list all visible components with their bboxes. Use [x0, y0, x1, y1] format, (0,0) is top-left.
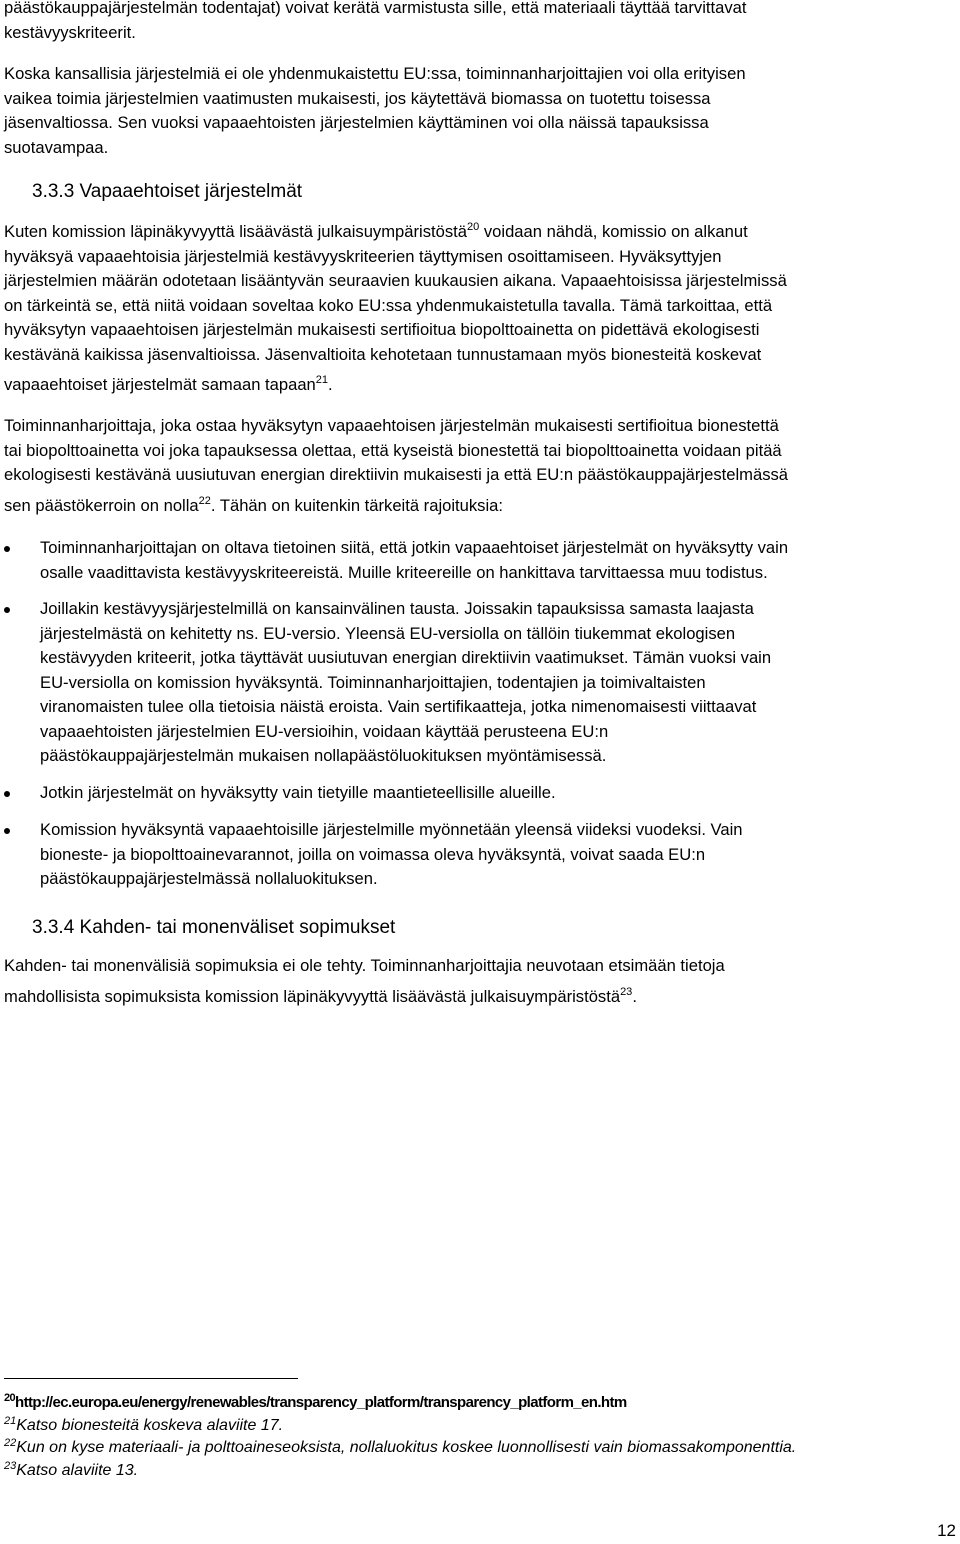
footnote-ref-21[interactable]: 21: [315, 374, 329, 386]
footnote-divider: [4, 1378, 298, 1379]
footnote-text: Katso alaviite 13.: [16, 1461, 139, 1479]
text-span: Kuten komission läpinäkyvyyttä lisäävästä julkaisuympäristöstä: [4, 222, 467, 241]
text-span: vapaaehtoiset järjestelmät samaan tapaan: [4, 375, 316, 394]
text-line: päästökauppajärjestelmän mukaisen nollapäästöluokituksen myöntämisessä.: [40, 746, 607, 765]
text-line: kestävänä kaikissa jäsenvaltioissa. Jäsenvaltioita kehotetaan tunnustamaan myös bionesteitä koskevat: [4, 344, 762, 364]
text-line: [4, 985, 956, 1010]
page-number: 12: [937, 1521, 956, 1540]
text-line: päästökauppajärjestelmässä nollaluokituksen.: [40, 869, 378, 888]
footnote-text: Katso bionesteitä koskeva alaviite 17.: [16, 1416, 284, 1434]
paragraph-operator: [4, 414, 956, 518]
text-line: EU-versiolla on komission hyväksyntä. Toiminnanharjoittajien, todentajien ja toimivaltaisten: [40, 672, 706, 692]
bullet-icon: [4, 607, 10, 613]
paragraph-voluntary-schemes: [4, 220, 956, 398]
text-line: Jotkin järjestelmät on hyväksytty vain tietyille maantieteellisille alueille.: [40, 783, 556, 802]
footnote-number: 21: [4, 1414, 17, 1427]
text-line: jäsenvaltiossa. Sen vuoksi vapaaehtoisten järjestelmien käyttäminen voi olla näissä tapauksissa: [4, 113, 709, 132]
text-line: hyväksyä vapaaehtoisia järjestelmiä kestävyyskriteerien täyttymisen osoittamiseen. Hyväksyttyjen: [4, 246, 722, 266]
bullet-icon: [4, 791, 10, 797]
text-line: kestävyyden kriteerit, jotka täyttävät uusiutuvan energian direktiivin vaatimukset. Tämän vuoksi vain: [40, 648, 772, 667]
text-line: kestävyyskriteerit.: [4, 22, 136, 42]
text-line: vapaaehtoisten järjestelmien EU-versioihin, voidaan käyttää perusteena EU:n: [40, 721, 609, 741]
footnote-22: [4, 1437, 960, 1460]
bullet-icon: [4, 828, 10, 834]
text-span: sen päästökerroin on nolla: [4, 495, 199, 515]
text-line: Toiminnanharjoittaja, joka ostaa hyväksytyn vapaaehtoisen järjestelmän mukaisesti sertifioitua bionestettä: [4, 416, 779, 435]
text-line: Kahden- tai monenvälisiä sopimuksia ei ole tehty. Toiminnanharjoittajia neuvotaan etsimään tietoja: [4, 956, 725, 975]
footnote-text: Kun on kyse materiaali- ja polttoaineseoksista, nollaluokitus koskee luonnollisesti vain biomassakomponenttia.: [16, 1439, 797, 1456]
footnote-23: [4, 1460, 960, 1483]
paragraph-agreements: [4, 954, 956, 1009]
text-span: voidaan nähdä, komissio on alkanut: [479, 222, 748, 241]
footnote-ref-23[interactable]: 23: [620, 985, 633, 998]
text-line: on tärkeintä se, että niitä voidaan soveltaa koko EU:ssa yhdenmukaistetulla tavalla. Tämä tarkoittaa, että: [4, 295, 773, 315]
text-span: .: [632, 986, 637, 1006]
text-line: hyväksytyn vapaaehtoisen järjestelmän mukaisesti sertifioitua biopolttoainetta on pidettävä ekologisesti: [4, 320, 760, 339]
text-line: Koska kansallisia järjestelmiä ei ole yhdenmukaistettu EU:ssa, toiminnanharjoittajien voi olla erityisen: [4, 64, 746, 83]
text-span: mahdollisista sopimuksista komission läpinäkyvyyttä lisäävästä julkaisuympäristöstä: [4, 986, 621, 1006]
text-line: [4, 220, 956, 245]
text-line: [4, 373, 956, 398]
text-span: . Tähän on kuitenkin tärkeitä rajoituksia:: [210, 495, 503, 515]
text-line: [4, 494, 956, 519]
text-line: Komission hyväksyntä vapaaehtoisille järjestelmille myönnetään yleensä viideksi vuodeksi. Vain: [40, 820, 743, 839]
footnote-ref-20[interactable]: 20: [467, 221, 480, 233]
footnote-number: 22: [4, 1437, 17, 1449]
footnote-number: 23: [4, 1459, 17, 1472]
paragraph-intro: [4, 0, 956, 45]
footnote-ref-22[interactable]: 22: [198, 494, 211, 507]
text-line: järjestelmien määrän odotetaan lisääntyvän seuraavien kuukausien aikana. Vapaaehtoisissa järjestelmissä: [4, 271, 787, 290]
footnote-link[interactable]: http://ec.europa.eu/energy/renewables/transparency_platform/transparency_platform_en.htm: [15, 1394, 627, 1411]
text-line: ekologisesti kestävänä uusiutuvan energian direktiivin mukaisesti ja että EU:n päästökauppajärjestelmässä: [4, 465, 789, 484]
footnote-20[interactable]: [4, 1392, 960, 1415]
text-line: päästökauppajärjestelmän todentajat) voivat kerätä varmistusta sille, että materiaali täyttää tarvittavat: [4, 0, 747, 17]
text-line: bioneste- ja biopolttoainevarannot, joilla on voimassa oleva hyväksyntä, voivat saada EU:n: [40, 844, 706, 864]
text-line: tai biopolttoainetta voi joka tapauksessa olettaa, että kyseistä bionestettä tai biopolttoainetta voidaan pitää: [4, 440, 782, 460]
footnotes: [4, 1392, 960, 1482]
bullet-icon: [4, 546, 10, 552]
text-line: Toiminnanharjoittajan on oltava tietoinen siitä, että jotkin vapaaehtoiset järjestelmät on hyväksytty vain: [40, 538, 789, 557]
text-line: osalle vaadittavista kestävyyskriteereistä. Muille kriteereille on hankittava tarvittaessa muu todistus.: [40, 562, 768, 582]
section-heading-3-3-4: 3.3.4 Kahden- tai monenväliset sopimukset: [32, 917, 396, 938]
text-line: suotavampaa.: [4, 137, 109, 157]
text-line: vaikea toimia järjestelmien vaatimusten mukaisesti, jos käytettävä biomassa on tuotettu toisessa: [4, 88, 711, 108]
text-line: järjestelmästä on kehitetty ns. EU-versio. Yleensä EU-versiolla on tällöin tiukemmat ekologisen: [40, 623, 736, 643]
footnote-21: [4, 1415, 960, 1438]
text-line: Joillakin kestävyysjärjestelmillä on kansainvälinen tausta. Joissakin tapauksissa samasta laajasta: [40, 599, 754, 618]
footnote-number: 20: [4, 1392, 16, 1404]
paragraph-national-schemes: [4, 62, 956, 160]
text-line: viranomaisten tulee olla tietoisia näistä eroista. Vain sertifikaatteja, jotka nimenomaisesti viittaavat: [40, 697, 757, 716]
section-heading-3-3-3: 3.3.3 Vapaaehtoiset järjestelmät: [32, 181, 303, 202]
text-span: .: [328, 375, 333, 394]
